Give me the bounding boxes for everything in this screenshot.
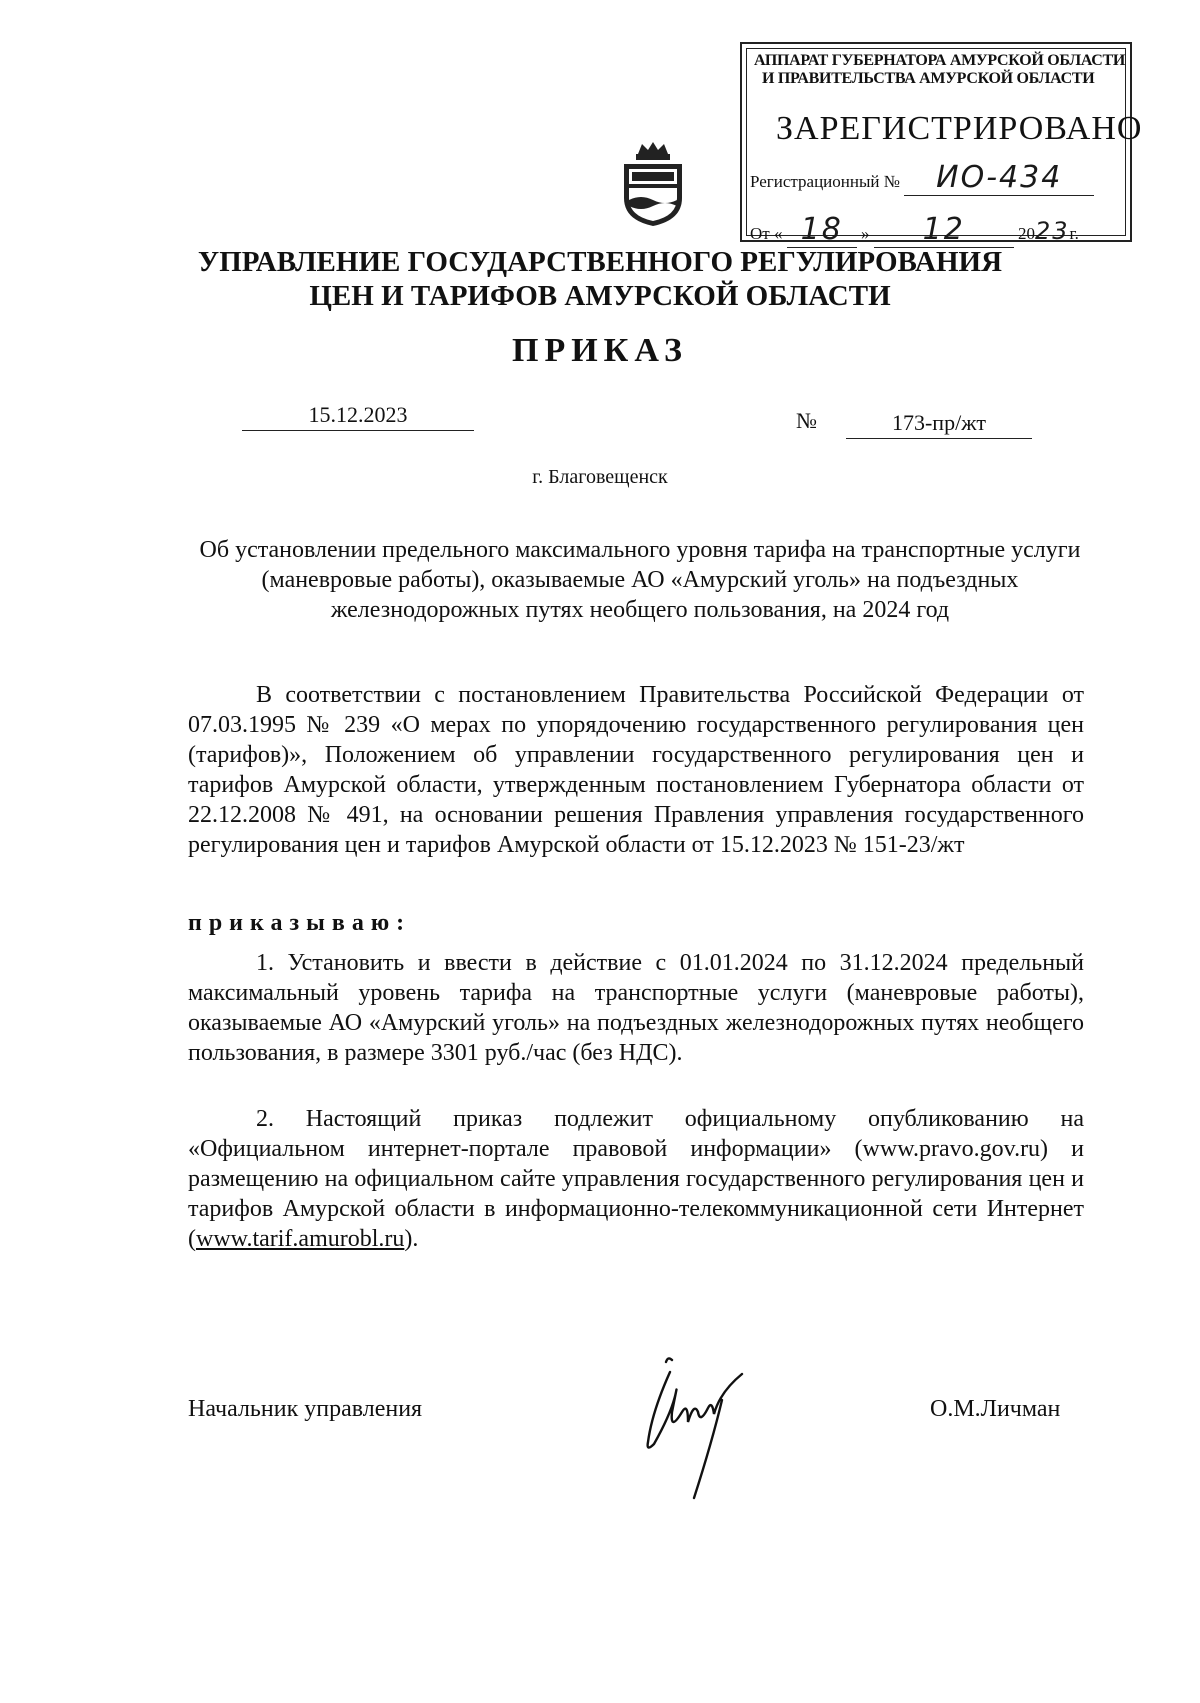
stamp-reg-row <box>750 160 1094 196</box>
signatory-name: О.М.Личман <box>930 1396 1061 1422</box>
stamp-date-month: 12 <box>874 212 1014 248</box>
order-item-2-end: ). <box>404 1226 419 1252</box>
stamp-date-prefix: От « <box>750 224 783 243</box>
stamp-date-year-prefix: 20 <box>1017 224 1035 243</box>
order-city: г. Благовещенск <box>532 466 668 488</box>
stamp-date-sep: » <box>860 224 870 243</box>
registration-stamp <box>740 42 1143 247</box>
stamp-title: ЗАРЕГИСТРИРОВАНО <box>776 110 1143 147</box>
agency-name-line1: УПРАВЛЕНИЕ ГОСУДАРСТВЕННОГО РЕГУЛИРОВАНИЯ <box>197 246 1003 278</box>
stamp-org-line1: АППАРАТ ГУБЕРНАТОРА АМУРСКОЙ ОБЛАСТИ <box>754 52 1126 69</box>
coat-of-arms-icon <box>618 140 688 228</box>
order-item-1: 1. Установить и ввести в действие с 01.01.2024 по 31.12.2024 предельный максимальный уровень тарифа на транспортные услуги (маневровые работы), оказываемые АО «Амурский уголь» на подъездных железнодорожных путях необщего пользования, в размере 3301 руб./час (без НДС). <box>188 950 1084 1066</box>
order-word: приказываю: <box>188 910 412 936</box>
document-type: ПРИКАЗ <box>512 332 688 369</box>
stamp-date-day: 18 <box>787 212 857 248</box>
order-date: 15.12.2023 <box>242 402 474 431</box>
stamp-date-row <box>750 212 1079 248</box>
order-number-label: № <box>796 408 817 433</box>
stamp-reg-number: ИО-434 <box>904 160 1094 196</box>
stamp-org-line2: И ПРАВИТЕЛЬСТВА АМУРСКОЙ ОБЛАСТИ <box>762 70 1095 87</box>
stamp-date-suffix: г. <box>1069 224 1079 243</box>
stamp-date-year: 23 <box>1034 217 1070 245</box>
preamble-paragraph: В соответствии с постановлением Правительства Российской Федерации от 07.03.1995 № 239 «О мерах по упорядочению государственного регулирования цен (тарифов)», Положением об управлении государственного регулирования цен и тарифов Амурской области, утвержденным постановлением Губернатора области от 22.12.2008 № 491, на основании решения Правления управления государственного регулирования цен и тарифов Амурской области от 15.12.2023 № 151-23/жт <box>188 682 1084 858</box>
stamp-organization <box>754 52 1124 88</box>
order-number: 173-пр/жт <box>846 410 1032 439</box>
order-item-2 <box>188 1104 1084 1254</box>
agency-name-line2: ЦЕН И ТАРИФОВ АМУРСКОЙ ОБЛАСТИ <box>309 280 891 312</box>
tariff-site-link[interactable]: www.tarif.amurobl.ru <box>196 1226 405 1252</box>
stamp-reg-label: Регистрационный № <box>750 172 900 191</box>
order-item-2-text: 2. Настоящий приказ подлежит официальному опубликованию на «Официальном интернет-портале правовой информации» (www.pravo.gov.ru) и размещению на официальном сайте управления государственного регулирования цен и тарифов Амурской области в информационно-телекоммуникационной сети Интернет ( <box>188 1106 1084 1252</box>
signatory-position: Начальник управления <box>188 1396 423 1422</box>
order-subject: Об установлении предельного максимального уровня тарифа на транспортные услуги (маневровые работы), оказываемые АО «Амурский уголь» на подъездных железнодорожных путях необщего пользования, на 2024 год <box>199 537 1081 623</box>
handwritten-signature-icon <box>642 1352 782 1502</box>
